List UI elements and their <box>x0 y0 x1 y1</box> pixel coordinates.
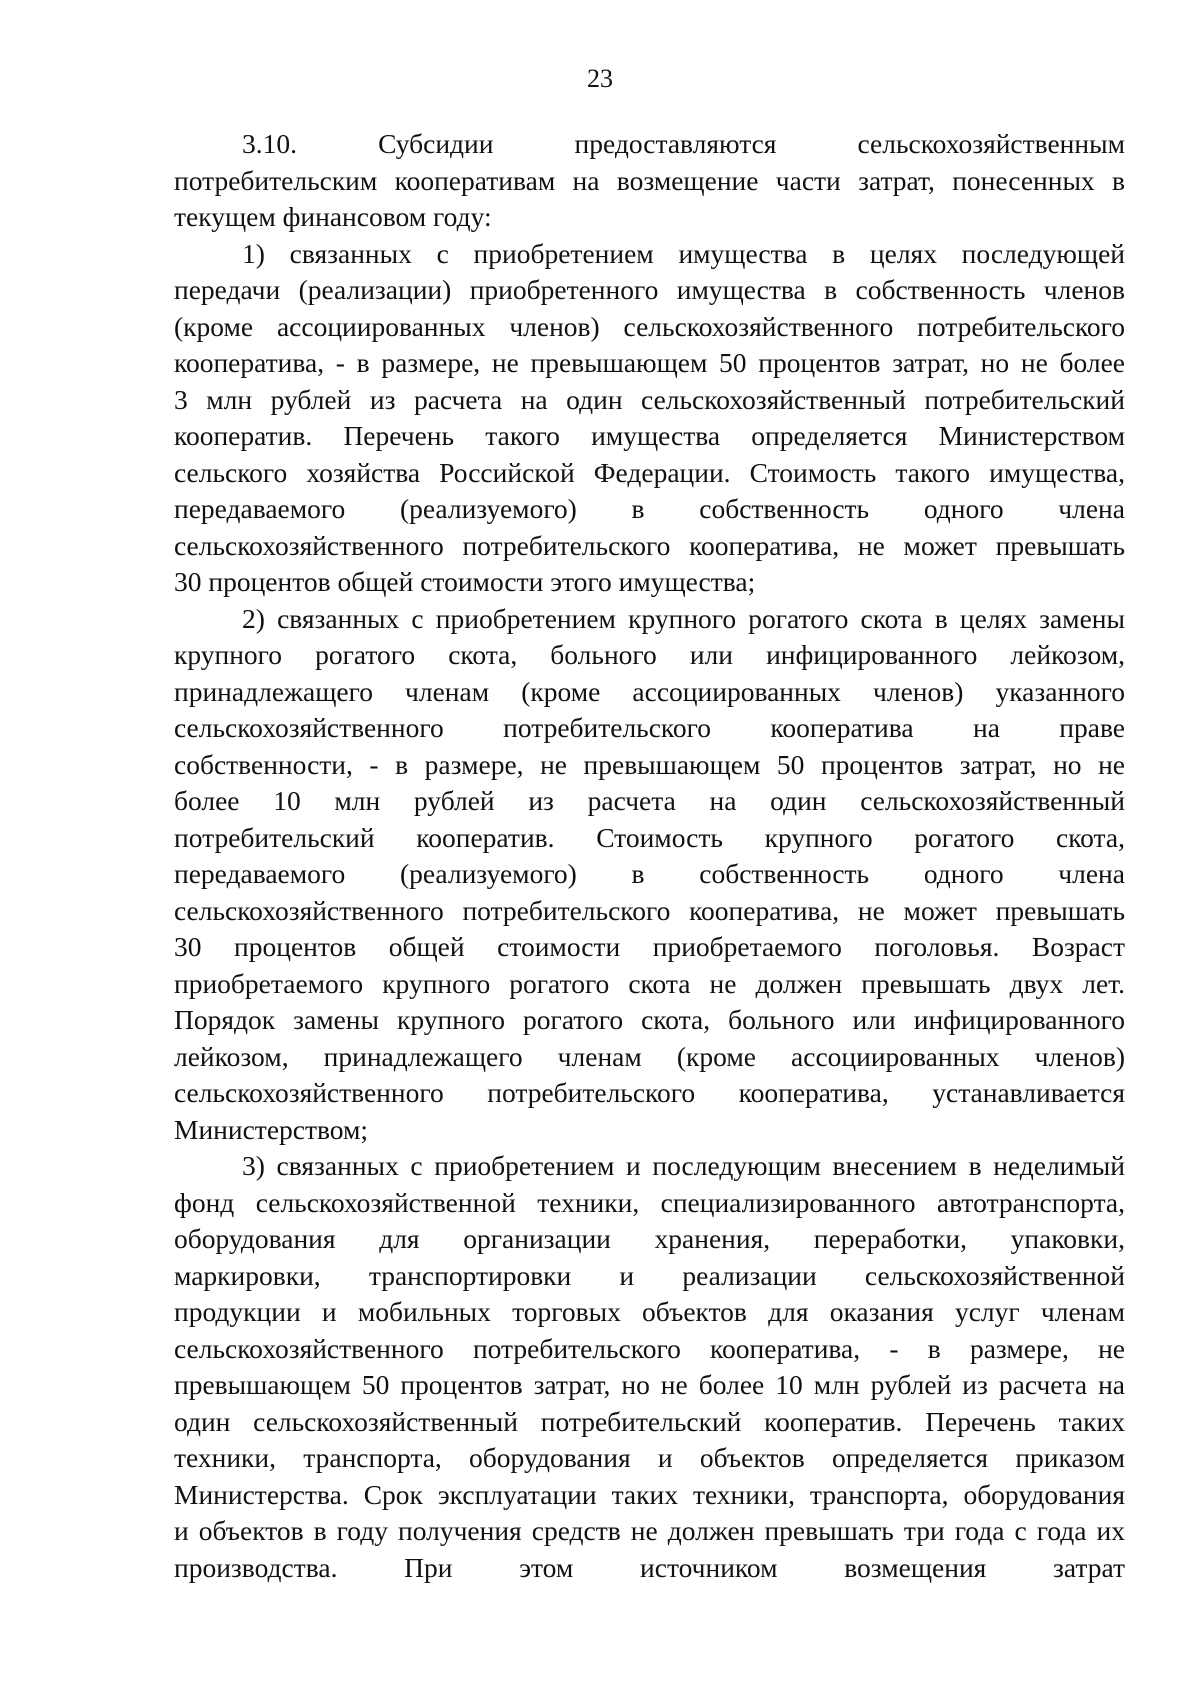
text-line: лейкозом, принадлежащего членам (кроме ассоциированных членов) <box>174 1040 1125 1072</box>
text-line: сельскохозяйственного потребительского кооператива, - в размере, не <box>174 1332 1125 1364</box>
text-line: 2) связанных с приобретением крупного рогатого скота в целях замены <box>242 602 1125 634</box>
paragraph <box>174 126 1125 236</box>
text-line: потребительским кооперативам на возмещение части затрат, понесенных в <box>174 164 1125 196</box>
page-number: 23 <box>587 64 613 93</box>
text-line: передаваемого (реализуемого) в собственность одного члена <box>174 858 1125 889</box>
text-line: более 10 млн рублей из расчета на один сельскохозяйственный <box>174 785 1125 816</box>
text-line: сельскохозяйственного потребительского кооператива, не может превышать <box>174 894 1125 926</box>
text-line: приобретаемого крупного рогатого скота не должен превышать двух лет. <box>174 967 1125 999</box>
text-line: производства. При этом источником возмещения затрат <box>174 1551 1125 1583</box>
text-line: фонд сельскохозяйственной техники, специализированного автотранспорта, <box>174 1186 1125 1218</box>
text-line: передачи (реализации) приобретенного имущества в собственность членов <box>174 274 1125 305</box>
paragraph <box>174 236 1125 601</box>
text-line: сельскохозяйственного потребительского кооператива на праве <box>174 712 1125 743</box>
text-line: 3 млн рублей из расчета на один сельскохозяйственный потребительский <box>174 383 1125 415</box>
text-line: маркировки, транспортировки и реализации сельскохозяйственной <box>174 1259 1125 1291</box>
text-line: кооператива, - в размере, не превышающем 50 процентов затрат, но не более <box>174 347 1125 378</box>
text-line: собственности, - в размере, не превышающем 50 процентов затрат, но не <box>174 748 1125 780</box>
text-line: один сельскохозяйственный потребительский кооператив. Перечень таких <box>174 1405 1125 1437</box>
text-line: передаваемого (реализуемого) в собственность одного члена <box>174 493 1125 524</box>
text-line: текущем финансовом году: <box>174 201 492 232</box>
text-line: потребительский кооператив. Стоимость крупного рогатого скота, <box>174 821 1125 853</box>
text-line: 30 процентов общей стоимости приобретаемого поголовья. Возраст <box>174 931 1125 962</box>
text-line: 1) связанных с приобретением имущества в целях последующей <box>242 237 1125 269</box>
text-line: кооператив. Перечень такого имущества определяется Министерством <box>174 420 1125 451</box>
text-line: техники, транспорта, оборудования и объектов определяется приказом <box>174 1442 1125 1473</box>
document-body <box>174 126 1125 1586</box>
paragraph <box>174 601 1125 1149</box>
text-line: продукции и мобильных торговых объектов для оказания услуг членам <box>174 1296 1125 1327</box>
text-line: и объектов в году получения средств не должен превышать три года с года их <box>174 1515 1125 1546</box>
text-line: 3.10. Субсидии предоставляются сельскохозяйственным <box>242 128 1125 159</box>
text-line: 30 процентов общей стоимости этого имущества; <box>174 566 756 597</box>
text-line: сельского хозяйства Российской Федерации. Стоимость такого имущества, <box>174 456 1125 488</box>
text-line: превышающем 50 процентов затрат, но не более 10 млн рублей из расчета на <box>174 1369 1125 1400</box>
text-line: (кроме ассоциированных членов) сельскохозяйственного потребительского <box>174 310 1125 342</box>
paragraph <box>174 1148 1125 1586</box>
text-line: Министерством; <box>174 1113 369 1145</box>
text-line: 3) связанных с приобретением и последующим внесением в неделимый <box>242 1150 1125 1181</box>
text-line: сельскохозяйственного потребительского кооператива, устанавливается <box>174 1077 1125 1108</box>
text-line: сельскохозяйственного потребительского кооператива, не может превышать <box>174 529 1125 561</box>
text-line: оборудования для организации хранения, переработки, упаковки, <box>174 1223 1125 1254</box>
text-line: Порядок замены крупного рогатого скота, больного или инфицированного <box>174 1004 1125 1035</box>
text-line: принадлежащего членам (кроме ассоциированных членов) указанного <box>174 675 1125 707</box>
text-line: крупного рогатого скота, больного или инфицированного лейкозом, <box>174 639 1125 670</box>
text-line: Министерства. Срок эксплуатации таких техники, транспорта, оборудования <box>174 1478 1125 1510</box>
